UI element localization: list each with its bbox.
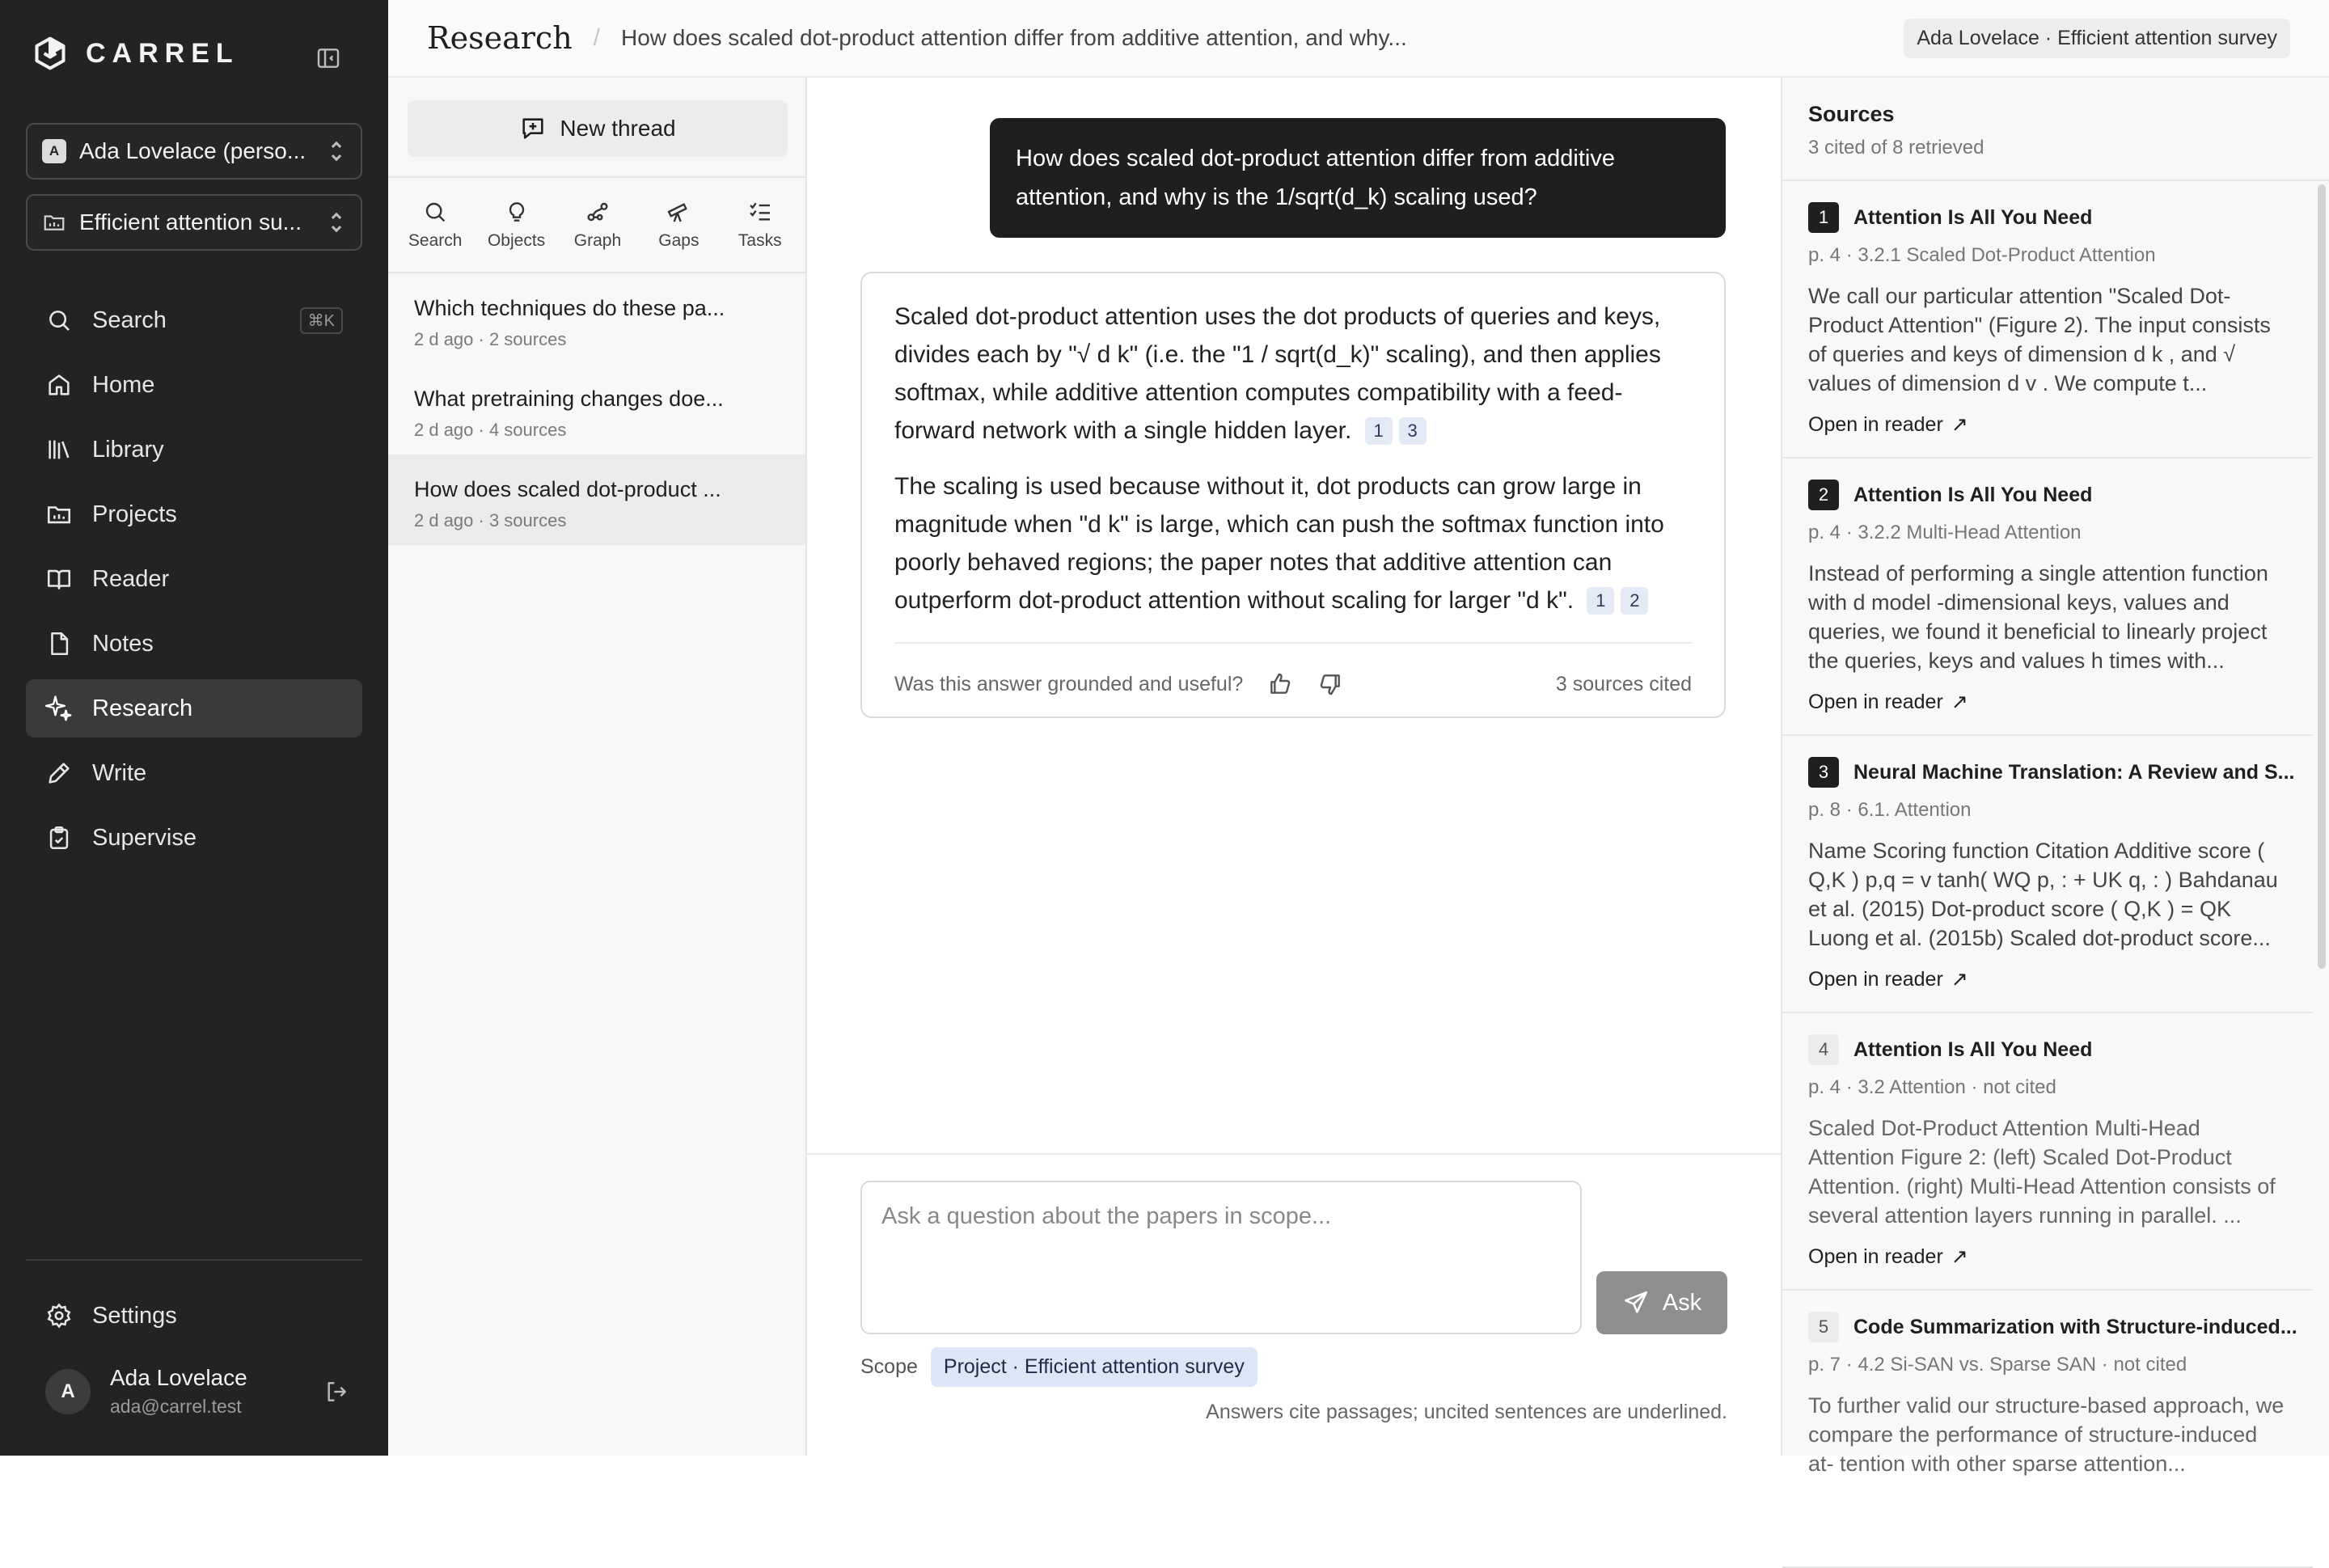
sidebar-item-settings[interactable] <box>26 1287 362 1345</box>
brand[interactable] <box>32 36 239 71</box>
source-card[interactable] <box>1782 736 2313 1013</box>
sidebar-item-label: Projects <box>92 501 177 527</box>
source-meta: p. 4 · 3.2.1 Scaled Dot-Product Attention <box>1808 244 2156 266</box>
open-in-reader-link[interactable] <box>1808 967 2285 991</box>
breadcrumb-separator: / <box>593 24 601 51</box>
chat-main <box>807 78 1781 1456</box>
source-excerpt: We call our particular attention "Scaled Dot-Product Attention" (Figure 2). The input consists of queries and keys of dimension d k , and √ values of dimension d v . We compute t... <box>1808 284 2271 395</box>
breadcrumb: How does scaled dot-product attention differ from additive attention, and why... <box>621 25 1407 50</box>
sidebar-item-search[interactable] <box>26 291 362 349</box>
source-title: Neural Machine Translation: A Review and S... <box>1853 760 2295 784</box>
graph-icon <box>585 199 611 225</box>
collapse-sidebar-button[interactable] <box>312 42 344 74</box>
library-icon <box>45 436 73 463</box>
thread-meta: 2 d ago · 3 sources <box>414 510 567 530</box>
page-title: Research <box>427 20 573 56</box>
workspace-selector[interactable] <box>26 123 362 180</box>
thread-item[interactable] <box>388 364 805 454</box>
thread-title: What pretraining changes doe... <box>414 387 724 411</box>
sidebar-item-label: Supervise <box>92 824 197 851</box>
source-excerpt: Instead of performing a single attention function with d model -dimensional keys, values and queries, we found it beneficial to linearly project the queries, keys and values h times with... <box>1808 561 2268 673</box>
source-meta: p. 7 · 4.2 Si-SAN vs. Sparse SAN · not cited <box>1808 1354 2187 1376</box>
feedback-question: Was this answer grounded and useful? <box>894 672 1244 695</box>
chevron-updown-icon <box>327 209 346 236</box>
tool-gaps[interactable] <box>642 199 715 251</box>
send-icon <box>1622 1289 1650 1317</box>
divider <box>388 176 807 178</box>
source-meta: p. 4 · 3.2.2 Multi-Head Attention <box>1808 522 2082 543</box>
thread-meta: 2 d ago · 4 sources <box>414 420 567 440</box>
clipboard-icon <box>45 824 73 852</box>
new-thread-label: New thread <box>560 116 676 141</box>
arrow-up-right-icon: ↗ <box>1951 968 1968 991</box>
threads-panel <box>388 78 807 1456</box>
open-in-reader-link[interactable] <box>1808 690 2285 714</box>
source-header <box>1808 480 2285 510</box>
thread-item-active[interactable] <box>388 454 805 545</box>
source-header <box>1808 757 2295 788</box>
project-selector[interactable] <box>26 194 362 251</box>
workspace-avatar: A <box>42 139 66 163</box>
thread-title: How does scaled dot-product ... <box>414 477 721 501</box>
link-label: Open in reader <box>1808 1245 1943 1268</box>
sidebar <box>0 0 388 1456</box>
thread-list <box>388 273 805 545</box>
sources-title: Sources <box>1808 102 1895 126</box>
logout-icon <box>323 1379 349 1405</box>
lightbulb-icon <box>504 199 530 225</box>
research-tools <box>388 199 807 251</box>
source-meta: p. 4 · 3.2 Attention · not cited <box>1808 1076 2056 1098</box>
scope-label: Scope <box>860 1355 918 1378</box>
answer-feedback <box>894 642 1692 697</box>
tasks-icon <box>747 199 773 225</box>
search-icon <box>422 199 448 225</box>
sources-header <box>1782 78 2329 181</box>
folder-icon <box>45 501 73 528</box>
new-thread-icon <box>519 115 547 142</box>
source-number: 4 <box>1808 1034 1839 1065</box>
sidebar-item-label: Notes <box>92 630 154 657</box>
tool-label: Gaps <box>658 231 700 250</box>
sidebar-divider <box>26 1259 362 1261</box>
user-email: ada@carrel.test <box>110 1396 242 1417</box>
sources-subtitle: 3 cited of 8 retrieved <box>1808 137 1985 158</box>
tool-label: Tasks <box>738 231 782 250</box>
source-card[interactable] <box>1782 181 2313 459</box>
sources-cited-count: 3 sources cited <box>1555 672 1692 695</box>
sidebar-item-label: Reader <box>92 565 170 592</box>
answer-paragraph <box>894 298 1692 450</box>
source-number: 3 <box>1808 757 1839 788</box>
sparkle-icon <box>45 695 73 722</box>
source-number: 2 <box>1808 480 1839 510</box>
arrow-up-right-icon: ↗ <box>1951 1245 1968 1268</box>
new-thread-button[interactable] <box>408 100 788 157</box>
gear-icon <box>45 1302 73 1329</box>
brand-name: CARREL <box>86 37 239 69</box>
shortcut-badge: ⌘K <box>300 307 343 334</box>
thumbs-down-icon[interactable] <box>1317 671 1343 697</box>
user-name: Ada Lovelace <box>110 1365 247 1390</box>
note-icon <box>45 630 73 657</box>
avatar[interactable]: A <box>45 1369 91 1414</box>
thumbs-up-icon[interactable] <box>1267 671 1293 697</box>
source-card-uncited[interactable] <box>1782 1013 2313 1291</box>
citation-badge[interactable]: 1 <box>1365 417 1393 445</box>
book-icon <box>45 565 73 593</box>
sidebar-item-label: Home <box>92 371 155 398</box>
scope-row <box>860 1347 1257 1387</box>
ask-label: Ask <box>1662 1289 1702 1316</box>
link-label: Open in reader <box>1808 690 1943 713</box>
source-excerpt: Scaled Dot-Product Attention Multi-Head Attention Figure 2: (left) Scaled Dot-Product Attention. (right) Multi-Head Attention consists of several attention layers running in parallel. ... <box>1808 1116 2276 1228</box>
source-excerpt: Name Scoring function Citation Additive score ( Q,K ) p,q = v tanh( WQ p, : + UK q, : ) Bahdanau et al. (2015) Dot-product score ( Q,K ) = QK Luong et al. (2015b) Scaled dot-product score... <box>1808 839 2278 950</box>
question-input[interactable]: Ask a question about the papers in scope... <box>860 1181 1582 1334</box>
user-question: How does scaled dot-product attention differ from additive attention, and why is the 1/sqrt(d_k) scaling used? <box>990 118 1726 238</box>
logout-button[interactable] <box>320 1376 353 1408</box>
link-label: Open in reader <box>1808 967 1943 991</box>
thread-title: Which techniques do these pa... <box>414 296 725 320</box>
divider <box>807 1153 1781 1155</box>
project-label: Efficient attention su... <box>79 209 302 235</box>
sidebar-item-notes[interactable] <box>26 615 362 673</box>
sidebar-item-home[interactable] <box>26 356 362 414</box>
sidebar-item-projects[interactable] <box>26 485 362 543</box>
top-bar <box>388 0 2329 78</box>
citation-badge[interactable]: 3 <box>1399 417 1427 445</box>
answer-text: Scaled dot-product attention uses the dot products of queries and keys, divides each by "√ d k" (i.e. the "1 / sqrt(d_k)" scaling), and then applies softmax, while additive attention computes compatibility with a feed-forward network with a single hidden layer. <box>894 303 1661 444</box>
tool-label: Graph <box>573 231 622 250</box>
workspace-label: Ada Lovelace (perso... <box>79 138 306 163</box>
source-meta: p. 8 · 6.1. Attention <box>1808 799 1972 821</box>
answer-text: The scaling is used because without it, dot products can grow large in magnitude when "d k" is large, which can push the softmax function into poorly behaved regions; the paper notes that additive attention can outperform dot-product attention without scaling for larger "d k". <box>894 473 1664 614</box>
pen-icon <box>45 759 73 787</box>
sidebar-item-label: Library <box>92 436 164 463</box>
chevron-updown-icon <box>327 137 346 165</box>
source-card-uncited[interactable] <box>1782 1291 2313 1568</box>
tool-label: Objects <box>487 231 546 250</box>
sidebar-item-reader[interactable] <box>26 550 362 608</box>
tool-graph[interactable] <box>561 199 634 251</box>
user-info <box>110 1365 301 1418</box>
telescope-icon <box>666 199 691 225</box>
tool-objects[interactable] <box>480 199 553 251</box>
citation-badge[interactable]: 1 <box>1587 587 1614 615</box>
project-folder-icon <box>42 210 66 235</box>
source-card[interactable] <box>1782 459 2313 736</box>
ask-button[interactable] <box>1596 1271 1727 1334</box>
sidebar-item-label: Write <box>92 759 147 786</box>
home-icon <box>45 371 73 399</box>
tool-tasks[interactable] <box>724 199 797 251</box>
answer-card <box>860 272 1726 718</box>
open-in-reader-link[interactable] <box>1808 412 2285 437</box>
source-header <box>1808 1034 2285 1065</box>
source-title: Attention Is All You Need <box>1853 483 2093 506</box>
source-excerpt: To further valid our structure-based approach, we compare the performance of structure-induced at- tention with other sparse attention... <box>1808 1393 2285 1476</box>
search-icon <box>45 306 73 334</box>
source-header <box>1808 202 2285 233</box>
sidebar-nav <box>26 291 362 873</box>
source-number: 5 <box>1808 1312 1839 1342</box>
sidebar-item-research[interactable] <box>26 679 362 738</box>
source-header <box>1808 1312 2297 1342</box>
tool-label: Search <box>408 231 463 250</box>
source-title: Code Summarization with Structure-induced... <box>1853 1315 2297 1338</box>
scope-badge: Ada Lovelace · Efficient attention survey <box>1904 19 2290 58</box>
citation-badge[interactable]: 2 <box>1621 587 1648 615</box>
sidebar-item-library[interactable] <box>26 421 362 479</box>
sources-panel <box>1781 78 2329 1476</box>
sidebar-item-supervise[interactable] <box>26 809 362 867</box>
tool-search[interactable] <box>399 199 471 251</box>
source-number: 1 <box>1808 202 1839 233</box>
open-in-reader-link[interactable] <box>1808 1245 2285 1269</box>
sidebar-item-label: Search <box>92 306 167 333</box>
sidebar-item-write[interactable] <box>26 744 362 802</box>
carrel-logo-icon <box>32 36 68 71</box>
thread-meta: 2 d ago · 2 sources <box>414 329 567 349</box>
user-profile <box>45 1365 353 1418</box>
sidebar-toggle-icon <box>315 45 341 71</box>
citation-note: Answers cite passages; uncited sentences are underlined. <box>1206 1401 1727 1423</box>
arrow-up-right-icon: ↗ <box>1951 413 1968 436</box>
answer-paragraph <box>894 467 1692 619</box>
link-label: Open in reader <box>1808 412 1943 436</box>
sidebar-item-label: Research <box>92 695 193 721</box>
sidebar-item-label: Settings <box>92 1302 177 1329</box>
thread-item[interactable] <box>388 273 805 364</box>
source-title: Attention Is All You Need <box>1853 205 2093 229</box>
scope-pill[interactable]: Project · Efficient attention survey <box>931 1347 1257 1387</box>
source-title: Attention Is All You Need <box>1853 1038 2093 1061</box>
sources-scrollbar[interactable] <box>2318 184 2326 969</box>
arrow-up-right-icon: ↗ <box>1951 691 1968 713</box>
